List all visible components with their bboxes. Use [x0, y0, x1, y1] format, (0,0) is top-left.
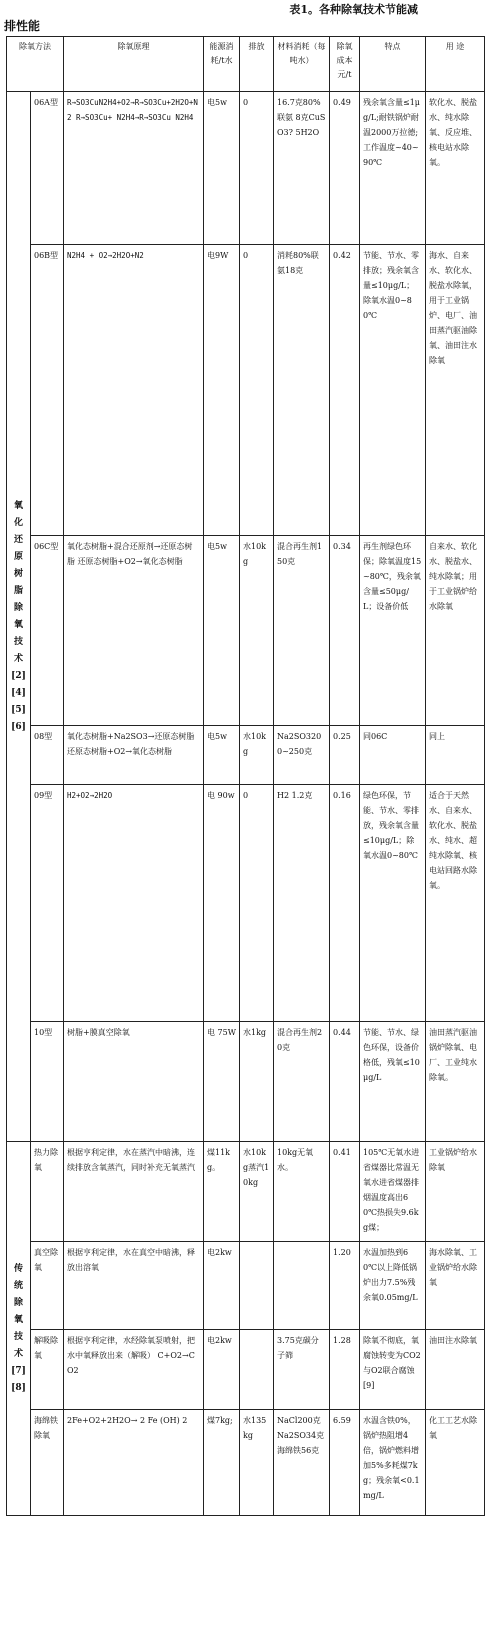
cell-method: 海绵铁除氧: [31, 1410, 64, 1516]
cell-discharge: 0: [240, 245, 274, 536]
cell-discharge: [240, 1242, 274, 1330]
cell-material: H2 1.2克: [274, 785, 330, 1022]
cell-discharge: 水1kg: [240, 1022, 274, 1142]
cell-material: 16.7克80%联氨 8克CuSO3? 5H2O: [274, 92, 330, 245]
table-row: [7, 785, 485, 1022]
cell-cost: 1.20: [330, 1242, 360, 1330]
table-caption-continued: 排性能: [4, 19, 41, 33]
cell-cost: 0.41: [330, 1142, 360, 1242]
cell-energy: 电5w: [204, 726, 240, 785]
table-row: [7, 92, 485, 245]
cell-method: 热力除氧: [31, 1142, 64, 1242]
cell-material: 混合再生剂20克: [274, 1022, 330, 1142]
table-row: [7, 1022, 485, 1142]
cell-energy: 电2kw: [204, 1242, 240, 1330]
header-material: 材料消耗（每吨水）: [274, 37, 330, 92]
cell-energy: 煤7kg;: [204, 1410, 240, 1516]
cell-feature: 绿色环保，节能、节水、零排放，残余氧含量≤10μg/L；除氧水温0~80℃: [360, 785, 426, 1022]
table-row: [7, 1330, 485, 1410]
cell-cost: 0.42: [330, 245, 360, 536]
header-energy: 能源消耗/t水: [204, 37, 240, 92]
cell-energy: 电 75W: [204, 1022, 240, 1142]
cell-principle: 氧化态树脂+混合还原剂→还原态树脂 还原态树脂+O2→氧化态树脂: [64, 536, 204, 726]
cell-use: 同上: [426, 726, 485, 785]
cell-discharge: 水10kg蒸汽10kg: [240, 1142, 274, 1242]
cell-principle: 根据亨利定律，水在真空中暗沸，释放出溶氧: [64, 1242, 204, 1330]
cell-method: 06C型: [31, 536, 64, 726]
cell-use: 海水除氧、工业锅炉给水除氧: [426, 1242, 485, 1330]
cell-cost: 0.34: [330, 536, 360, 726]
cell-method: 08型: [31, 726, 64, 785]
header-cost: 除氧成本元/t: [330, 37, 360, 92]
cell-method: 真空除氧: [31, 1242, 64, 1330]
cell-use: 自来水、软化水、脱盐水、纯水除氧；用于工业锅炉给水除氧: [426, 536, 485, 726]
cell-discharge: 水135kg: [240, 1410, 274, 1516]
cell-feature: 水温加热到60℃以上降低锅炉出力7.5%残余氧0.05mg/L: [360, 1242, 426, 1330]
cell-cost: 1.28: [330, 1330, 360, 1410]
cell-method: 解吸除氧: [31, 1330, 64, 1410]
cell-principle: 2Fe+O2+2H2O→ 2 Fe (OH) 2: [64, 1410, 204, 1516]
cell-energy: 电5w: [204, 92, 240, 245]
cell-feature: 再生剂绿色环保；除氧温度15~80℃，残余氧含量≤50μg/L；设备价低: [360, 536, 426, 726]
cell-discharge: 水10kg: [240, 536, 274, 726]
cell-material: Na2SO3200~250克: [274, 726, 330, 785]
cell-cost: 0.25: [330, 726, 360, 785]
cell-principle: H2+O2→2H2O: [64, 785, 204, 1022]
header-principle: 除氧原理: [64, 37, 204, 92]
group-label-resin: 氧化还原树脂除氧技术[2][4][5][6]: [7, 92, 31, 1142]
cell-use: 适合于天然水、自来水、软化水、脱盐水、纯水、超纯水除氧、核电站回路水除氧。: [426, 785, 485, 1022]
cell-energy: 电2kw: [204, 1330, 240, 1410]
cell-method: 10型: [31, 1022, 64, 1142]
table-row: [7, 726, 485, 785]
table-row: [7, 1410, 485, 1516]
cell-material: 10kg无氧水。: [274, 1142, 330, 1242]
cell-discharge: [240, 1330, 274, 1410]
cell-cost: 0.16: [330, 785, 360, 1022]
table-row: [7, 245, 485, 536]
cell-use: 海水、自来水、软化水、脱盐水除氧，用于工业锅炉、电厂、油田蒸汽驱油除氧、油田注水除氧: [426, 245, 485, 536]
cell-use: 化工工艺水除氧: [426, 1410, 485, 1516]
cell-discharge: 0: [240, 92, 274, 245]
cell-feature: 水温含铁0%，锅炉热阻增4倍，锅炉燃料增加5%多耗煤7kg；残余氧<0.1mg/L: [360, 1410, 426, 1516]
table-row: [7, 1142, 485, 1242]
header-feature: 特点: [360, 37, 426, 92]
cell-material: 3.75克碳分子筛: [274, 1330, 330, 1410]
cell-principle: 根据亨利定律，水经除氧泵喷射，把水中氧释放出来（解吸） C+O2→CO2: [64, 1330, 204, 1410]
cell-use: 油田注水除氧: [426, 1330, 485, 1410]
cell-cost: 0.49: [330, 92, 360, 245]
table-row: [7, 536, 485, 726]
cell-energy: 电5w: [204, 536, 240, 726]
cell-energy: 煤11kg。: [204, 1142, 240, 1242]
cell-feature: 节能、节水、零排放；残余氧含量≤10μg/L；除氧水温0~80℃: [360, 245, 426, 536]
cell-use: 工业锅炉给水除氧: [426, 1142, 485, 1242]
cell-discharge: 0: [240, 785, 274, 1022]
group-label-traditional: 传统除氧技术[7][8]: [7, 1142, 31, 1516]
table-caption: 表1。各种除氧技术节能减: [289, 3, 418, 16]
cell-principle: R→SO3CuN2H4+O2→R→SO3Cu+2H2O+N2 R→SO3Cu+ N2H4→R→SO3Cu N2H4: [64, 92, 204, 245]
cell-use: 油田蒸汽驱油锅炉除氧、电厂、工业纯水除氧。: [426, 1022, 485, 1142]
cell-material: NaCl200克 Na2SO34克 海绵铁56克: [274, 1410, 330, 1516]
cell-method: 09型: [31, 785, 64, 1022]
deoxygenation-comparison-table: [6, 36, 485, 1516]
cell-material: 消耗80%联氨18克: [274, 245, 330, 536]
cell-principle: 根据亨利定律，水在蒸汽中暗沸，连续排放含氧蒸汽，同时补充无氧蒸汽: [64, 1142, 204, 1242]
cell-principle: N2H4 + O2→2H2O+N2: [64, 245, 204, 536]
cell-feature: 节能、节水、绿色环保，设备价格低，残氧≤10μg/L: [360, 1022, 426, 1142]
cell-material: [274, 1242, 330, 1330]
table-header-row: [7, 37, 485, 92]
cell-method: 06B型: [31, 245, 64, 536]
header-discharge: 排放: [240, 37, 274, 92]
cell-use: 软化水、脱盐水、纯水除氧、反应堆、核电站水除氧。: [426, 92, 485, 245]
cell-principle: 氧化态树脂+Na2SO3→还原态树脂还原态树脂+O2→氧化态树脂: [64, 726, 204, 785]
cell-method: 06A型: [31, 92, 64, 245]
cell-cost: 0.44: [330, 1022, 360, 1142]
cell-energy: 电 90w: [204, 785, 240, 1022]
cell-principle: 树脂+膜真空除氧: [64, 1022, 204, 1142]
header-method: 除氧方法: [7, 37, 64, 92]
cell-feature: 除氧不彻底，氧腐蚀转变为CO2与O2联合腐蚀[9]: [360, 1330, 426, 1410]
header-use: 用 途: [426, 37, 485, 92]
cell-energy: 电9W: [204, 245, 240, 536]
cell-feature: 105℃无氧水进省煤器比常温无氧水进省煤器排烟温度高出60℃热损失9.6kg煤；: [360, 1142, 426, 1242]
cell-material: 混合再生剂150克: [274, 536, 330, 726]
cell-cost: 6.59: [330, 1410, 360, 1516]
cell-discharge: 水10kg: [240, 726, 274, 785]
table-row: [7, 1242, 485, 1330]
cell-feature: 同06C: [360, 726, 426, 785]
cell-feature: 残余氧含量≤1μg/L;耐铁锅炉耐温2000万拉德;工作温度~40~90℃: [360, 92, 426, 245]
